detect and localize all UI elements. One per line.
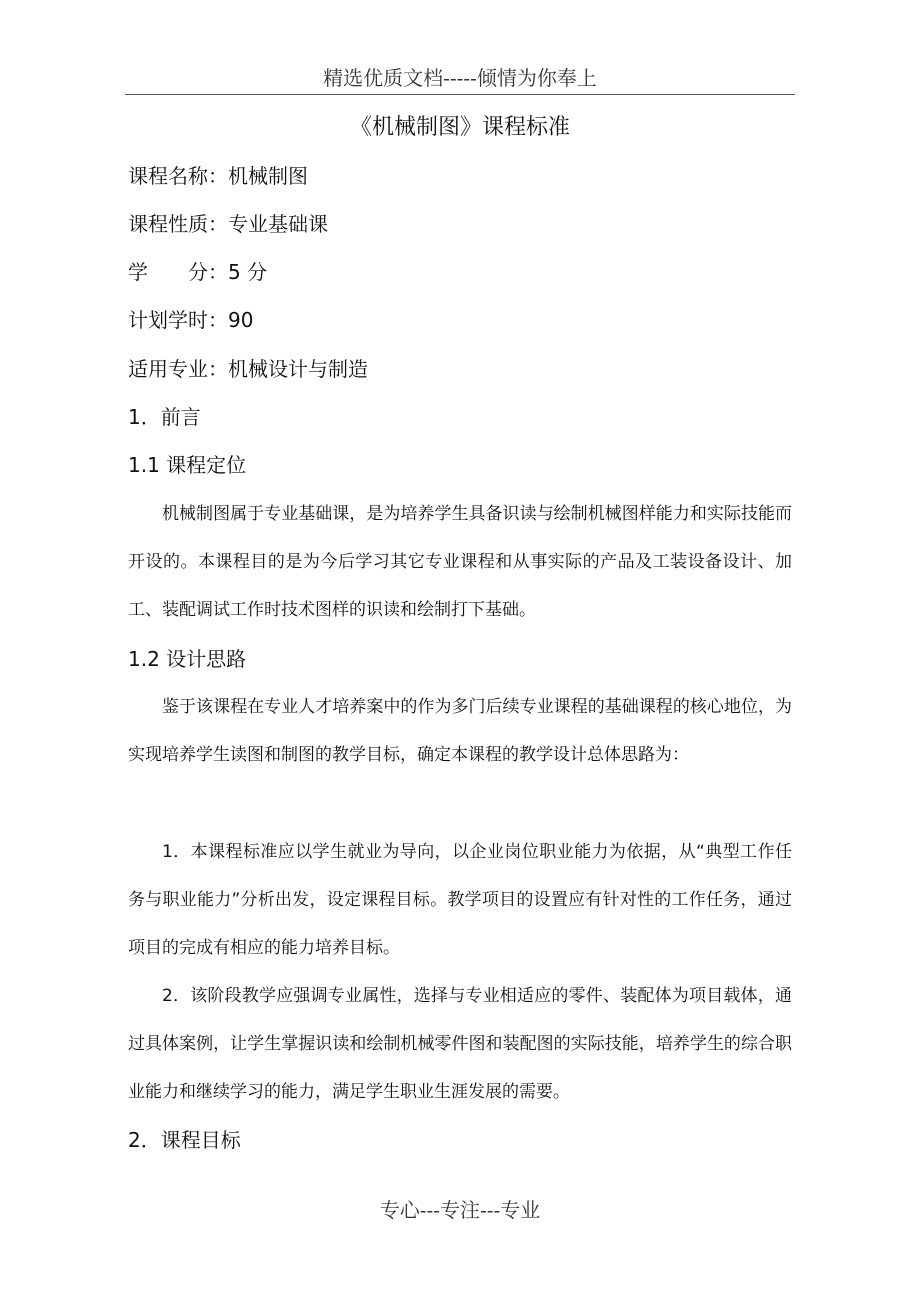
design-point-1: 1．本课程标准应以学生就业为导向，以企业岗位职业能力为依据，从“典型工作任务与职业能力”分析出发，设定课程目标。教学项目的设置应有针对性的工作任务，通过项目的完成有相应的能力培养目标。 — [128, 842, 792, 958]
document-title: 《机械制图》课程标准 — [349, 115, 570, 140]
section-heading-course-position: 1.1 课程定位 — [128, 453, 247, 477]
course-nature-line: 课程性质：专业基础课 — [128, 212, 328, 236]
section-heading-preface: 1．前言 — [128, 405, 201, 429]
section-heading-design-idea: 1.2 设计思路 — [128, 647, 247, 671]
credits-line: 学 分：5 分 — [128, 260, 268, 284]
hours-line: 计划学时：90 — [128, 308, 254, 332]
major-line: 适用专业：机械设计与制造 — [128, 357, 368, 381]
course-name-line: 课程名称：机械制图 — [128, 164, 308, 188]
header-divider — [125, 94, 795, 95]
design-idea-paragraph: 鉴于该课程在专业人才培养案中的作为多门后续专业课程的基础课程的核心地位，为实现培养学生读图和制图的教学目标，确定本课程的教学设计总体思路为： — [128, 697, 792, 765]
section-heading-course-goal: 2．课程目标 — [128, 1128, 241, 1152]
page-footer: 专心---专注---专业 — [379, 1198, 541, 1222]
design-point-2: 2．该阶段教学应强调专业属性，选择与专业相适应的零件、装配体为项目载体，通过具体案例，让学生掌握识读和绘制机械零件图和装配图的实际技能，培养学生的综合职业能力和继续学习的能力，满足学生职业生涯发展的需要。 — [128, 986, 792, 1102]
course-position-paragraph: 机械制图属于专业基础课，是为培养学生具备识读与绘制机械图样能力和实际技能而开设的。本课程目的是为今后学习其它专业课程和从事实际的产品及工装设备设计、加工、装配调试工作时技术图样的识读和绘制打下基础。 — [128, 504, 792, 620]
page-header: 精选优质文档-----倾情为你奉上 — [323, 66, 597, 90]
